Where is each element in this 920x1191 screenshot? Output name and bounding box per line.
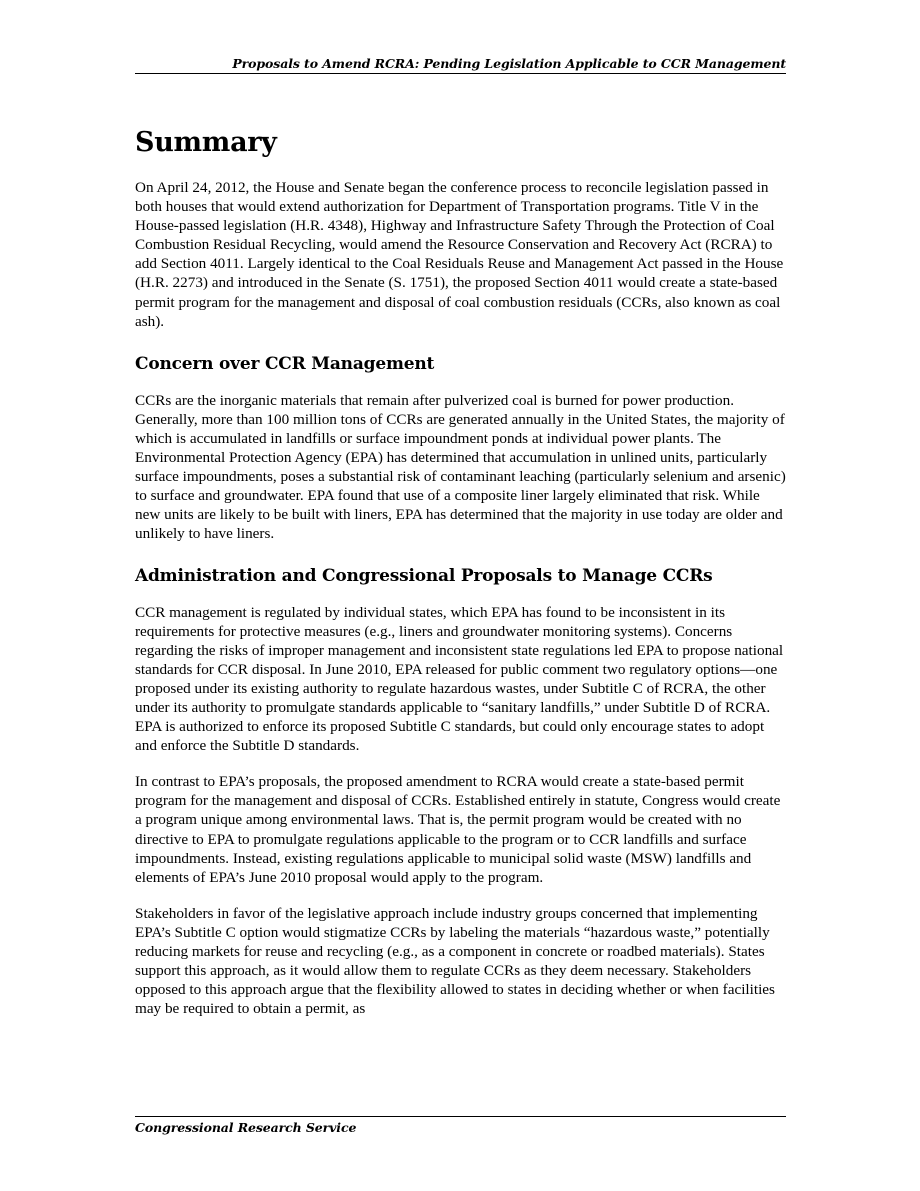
running-footer: Congressional Research Service <box>135 1120 357 1135</box>
page-title: Summary <box>135 127 277 158</box>
proposals-paragraph-1: CCR management is regulated by individual states, which EPA has found to be inconsistent in its requirements for protective measures (e.g., liners and groundwater monitoring systems). Concerns regarding the risks of improper management and inconsistent state regulations led EPA to propose national standards for CCR disposal. In June 2010, EPA released for public comment two regulatory options—one proposed under its existing authority to regulate hazardous wastes, under Subtitle C of RCRA, the other under its authority to promulgate standards applicable to “sanitary landfills,” under Subtitle D of RCRA. EPA is authorized to enforce its proposed Subtitle C standards, but could only encourage states to adopt and enforce the Subtitle D standards. <box>135 603 784 755</box>
ccr-concern-paragraph: CCRs are the inorganic materials that remain after pulverized coal is burned for power production. Generally, more than 100 million tons of CCRs are generated annually in the United States, the majority of which is accumulated in landfills or surface impoundment ponds at individual power plants. The Environmental Protection Agency (EPA) has determined that accumulation in unlined units, particularly surface impoundments, poses a substantial risk of contaminant leaching (particularly selenium and arsenic) to surface and groundwater. EPA found that use of a composite liner largely eliminated that risk. While new units are likely to be built with liners, EPA has determined that the majority in use today are older and unlikely to have liners. <box>135 391 786 543</box>
section-heading-ccr-concern: Concern over CCR Management <box>135 353 435 374</box>
proposals-paragraph-3: Stakeholders in favor of the legislative approach include industry groups concerned that implementing EPA’s Subtitle C option would stigmatize CCRs by labeling the materials “hazardous waste,” potentially reducing markets for reuse and recycling (e.g., as a component in concrete or roadbed materials). States support this approach, as it would allow them to regulate CCRs as they deem necessary. Stakeholders opposed to this approach argue that the flexibility allowed to states in deciding whether or when facilities may be required to obtain a permit, as <box>135 904 775 1018</box>
summary-intro-paragraph: On April 24, 2012, the House and Senate began the conference process to reconcile legislation passed in both houses that would extend authorization for Department of Transportation programs. Title V in the House-passed legislation (H.R. 4348), Highway and Infrastructure Safety Through the Protection of Coal Combustion Residual Recycling, would amend the Resource Conservation and Recovery Act (RCRA) to add Section 4011. Largely identical to the Coal Residuals Reuse and Management Act passed in the House (H.R. 2273) and introduced in the Senate (S. 1751), the proposed Section 4011 would create a state-based permit program for the management and disposal of coal combustion residuals (CCRs, also known as coal ash). <box>135 179 784 330</box>
section-heading-proposals: Administration and Congressional Proposals to Manage CCRs <box>135 565 713 586</box>
header-rule <box>135 73 786 74</box>
footer-rule <box>135 1116 786 1117</box>
proposals-paragraph-2: In contrast to EPA’s proposals, the proposed amendment to RCRA would create a state-based permit program for the management and disposal of CCRs. Established entirely in statute, Congress would create a program unique among environmental laws. That is, the permit program would be created with no directive to EPA to promulgate regulations applicable to the program or to CCR landfills and surface impoundments. Instead, existing regulations applicable to municipal solid waste (MSW) landfills and elements of EPA’s June 2010 proposal would apply to the program. <box>135 773 781 886</box>
running-header: Proposals to Amend RCRA: Pending Legislation Applicable to CCR Management <box>232 56 786 71</box>
page-content <box>135 126 786 1035</box>
